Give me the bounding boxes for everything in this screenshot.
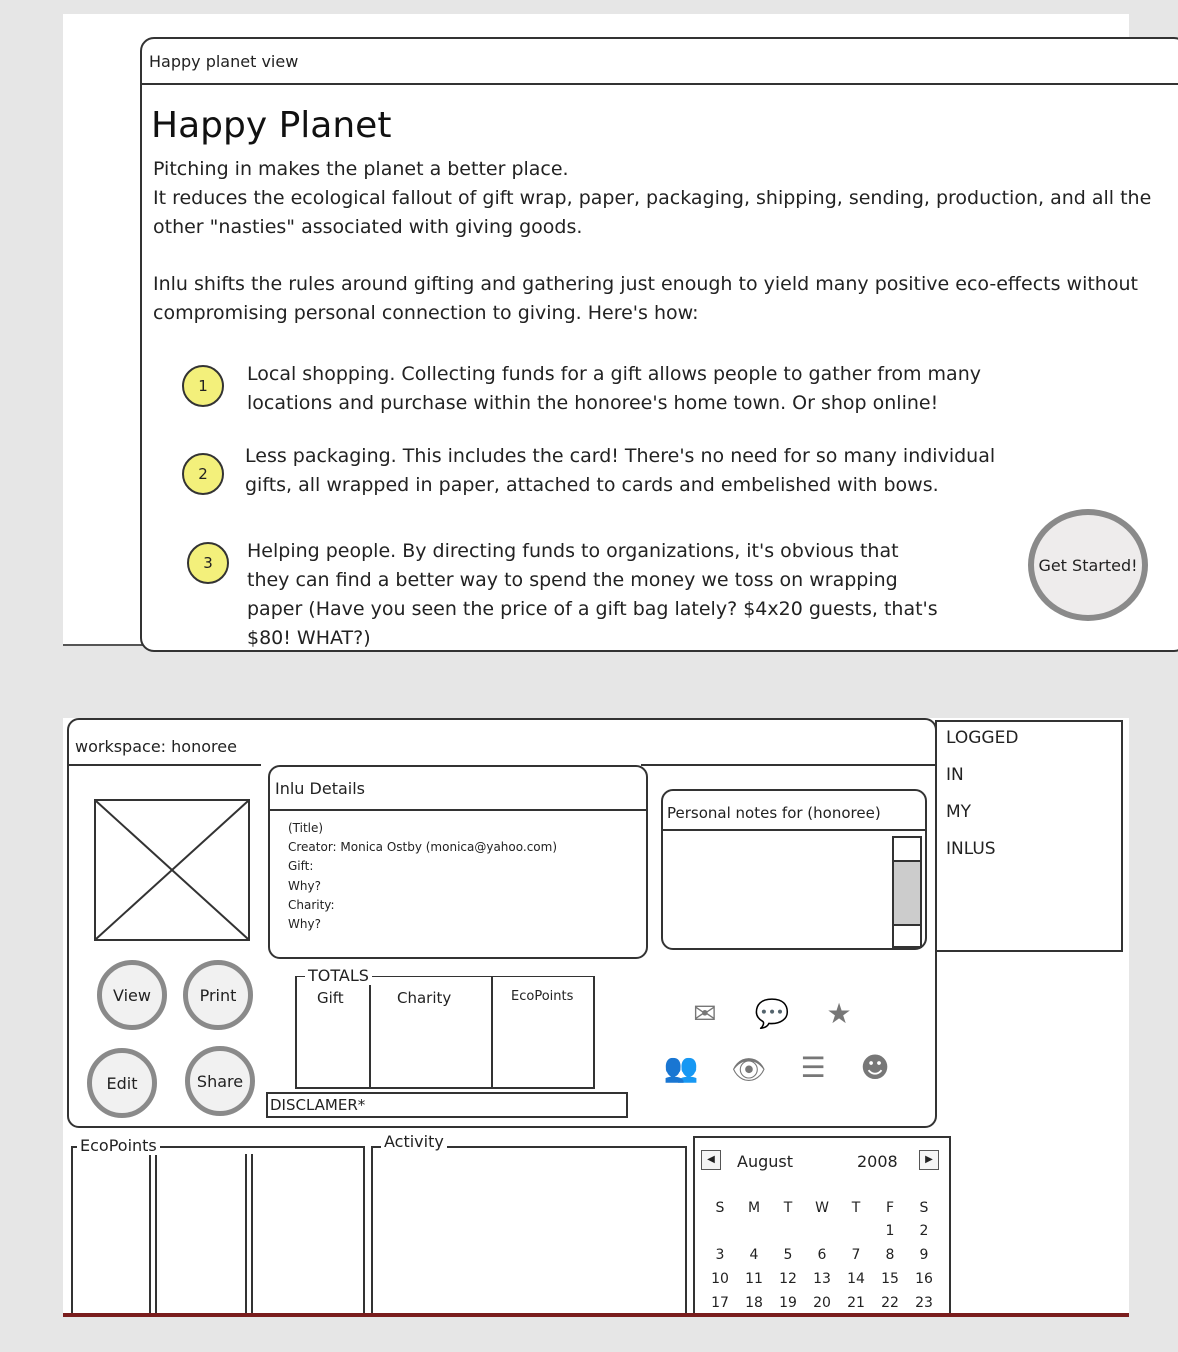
column-divider: [149, 1154, 151, 1317]
calendar-day[interactable]: 4: [749, 1247, 759, 1263]
calendar-day[interactable]: 8: [885, 1247, 895, 1263]
calendar-day[interactable]: 14: [847, 1271, 865, 1287]
weekday-label: W: [815, 1200, 829, 1216]
calendar-year: 2008: [857, 1152, 898, 1171]
calendar: [693, 1136, 951, 1317]
calendar-day[interactable]: 18: [745, 1295, 763, 1311]
column-divider: [369, 977, 371, 1087]
totals-label: TOTALS: [305, 966, 372, 985]
window-titlebar: [142, 39, 1178, 85]
ecopoints-label: EcoPoints: [77, 1136, 160, 1155]
edit-button[interactable]: Edit: [87, 1048, 157, 1118]
chat-icon[interactable]: 💬: [754, 997, 790, 1030]
detail-creator: Creator: Monica Ostby (monica@yahoo.com): [288, 840, 558, 854]
weekday-label: M: [747, 1200, 761, 1216]
weekday-label: T: [783, 1200, 793, 1216]
weekday-label: T: [851, 1200, 861, 1216]
activity-label: Activity: [381, 1132, 447, 1151]
intro-line: Pitching in makes the planet a better place.: [153, 158, 569, 180]
eye-icon[interactable]: 👁: [731, 1053, 767, 1086]
inlu-details-title: Inlu Details: [275, 779, 365, 798]
detail-charity: Charity:: [288, 898, 335, 912]
column-divider: [491, 977, 493, 1087]
calendar-day[interactable]: 21: [847, 1295, 865, 1311]
calendar-day[interactable]: 10: [711, 1271, 729, 1287]
weekday-label: S: [919, 1200, 929, 1216]
step-text-1: Local shopping. Collecting funds for a gift allows people to gather from many locations and purchase within the honoree's home town. Or shop online!: [247, 363, 981, 414]
weekday-label: F: [885, 1200, 895, 1216]
personal-notes-title: Personal notes for (honoree): [667, 804, 881, 822]
intro-detail: It reduces the ecological fallout of gift wrap, paper, packaging, shipping, sending, production, and all the other "nasties" associated with giving goods.: [153, 187, 1152, 238]
detail-title: (Title): [288, 821, 324, 835]
step-number-2: 2: [182, 453, 224, 495]
calendar-day[interactable]: 19: [779, 1295, 797, 1311]
calendar-day[interactable]: 23: [915, 1295, 933, 1311]
page-title: Happy Planet: [151, 105, 392, 146]
sidebar-line-in: IN: [946, 765, 964, 785]
smiley-icon[interactable]: ☻: [860, 1051, 890, 1084]
print-button[interactable]: Print: [183, 960, 253, 1030]
happy-planet-window: [140, 37, 1178, 652]
calendar-day[interactable]: 17: [711, 1295, 729, 1311]
activity-group: [371, 1146, 687, 1317]
image-placeholder: [94, 799, 250, 941]
step-text-2: Less packaging. This includes the card! There's no need for so many individual gifts, all wrapped in paper, attached to cards and embelished with bows.: [245, 445, 996, 496]
weekday-label: S: [715, 1200, 725, 1216]
divider: [641, 764, 935, 766]
next-month-button[interactable]: ▶: [919, 1150, 939, 1170]
disclaimer-field: DISCLAMER*: [266, 1092, 628, 1118]
calendar-day[interactable]: 12: [779, 1271, 797, 1287]
intro-paragraph: [153, 155, 1178, 242]
personal-notes-box[interactable]: [661, 789, 927, 950]
get-started-button[interactable]: Get Started!: [1028, 509, 1148, 621]
calendar-day[interactable]: 1: [885, 1223, 895, 1239]
star-icon[interactable]: ★: [826, 997, 852, 1030]
calendar-day[interactable]: 20: [813, 1295, 831, 1311]
detail-charity-why: Why?: [288, 917, 321, 931]
inlu-details-box: [268, 765, 648, 959]
workspace-panel: [63, 718, 1129, 1317]
view-button[interactable]: View: [97, 960, 167, 1030]
personal-notes-header: [663, 791, 925, 831]
calendar-day[interactable]: 2: [919, 1223, 929, 1239]
mail-icon[interactable]: ✉: [693, 997, 717, 1030]
window-title: Happy planet view: [149, 52, 299, 71]
calendar-day[interactable]: 3: [715, 1247, 725, 1263]
calendar-day[interactable]: 15: [881, 1271, 899, 1287]
list-icon[interactable]: ☰: [800, 1051, 826, 1084]
workspace-title: workspace: honoree: [75, 737, 237, 756]
calendar-day[interactable]: 5: [783, 1247, 793, 1263]
calendar-day[interactable]: 11: [745, 1271, 763, 1287]
calendar-day[interactable]: 6: [817, 1247, 827, 1263]
calendar-day[interactable]: 22: [881, 1295, 899, 1311]
column-divider: [245, 1154, 247, 1317]
column-divider: [155, 1154, 157, 1317]
logged-in-sidebar: [935, 720, 1123, 952]
column-divider: [251, 1154, 253, 1317]
share-button[interactable]: Share: [185, 1046, 255, 1116]
prev-month-button[interactable]: ◀: [701, 1150, 721, 1170]
divider: [69, 764, 261, 766]
totals-table: [295, 976, 595, 1089]
scrollbar-thumb[interactable]: [894, 860, 920, 926]
step-number-1: 1: [182, 365, 224, 407]
calendar-day[interactable]: 9: [919, 1247, 929, 1263]
totals-gift-header: Gift: [317, 989, 344, 1007]
totals-charity-header: Charity: [397, 989, 452, 1007]
detail-gift: Gift:: [288, 859, 314, 873]
workspace-window: [67, 718, 937, 1128]
detail-gift-why: Why?: [288, 879, 321, 893]
sidebar-line-my[interactable]: MY: [946, 802, 972, 822]
people-icon[interactable]: 👥: [663, 1051, 699, 1084]
how-paragraph: Inlu shifts the rules around gifting and gathering just enough to yield many positive eco-effects without compromising personal connection to giving. Here's how:: [153, 273, 1138, 324]
step-number-3: 3: [187, 542, 229, 584]
calendar-month: August: [737, 1152, 793, 1171]
calendar-day[interactable]: 16: [915, 1271, 933, 1287]
placeholder-cross-icon: [96, 801, 248, 939]
calendar-day[interactable]: 7: [851, 1247, 861, 1263]
calendar-day[interactable]: 13: [813, 1271, 831, 1287]
sidebar-line-inlus[interactable]: INLUS: [946, 839, 996, 859]
totals-ecopoints-header: EcoPoints: [511, 989, 574, 1004]
sidebar-line-logged: LOGGED: [946, 728, 1019, 748]
step-text-3: Helping people. By directing funds to organizations, it's obvious that they can find a better way to spend the money we toss on wrapping paper (Have you seen the price of a gift bag lately? $4x20 guests, that's $80! WHAT?): [247, 540, 938, 649]
inlu-details-header: [270, 767, 646, 811]
notes-scrollbar[interactable]: [892, 836, 922, 948]
happy-planet-panel: [63, 14, 1152, 649]
ecopoints-group: [71, 1146, 365, 1317]
